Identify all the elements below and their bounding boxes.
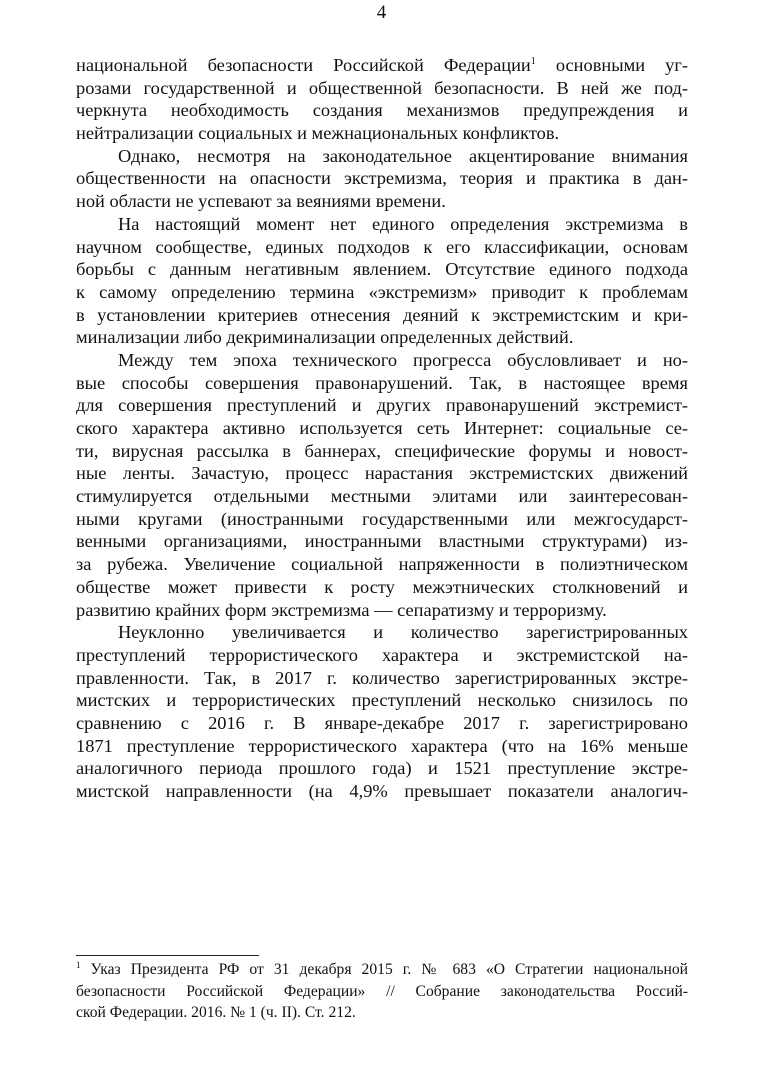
text-line: черкнута необходимость создания механизмов предупреждения и [76, 100, 688, 121]
footnote-line: безопасности Российской Федерации» // Собрание законодательства Россий- [76, 982, 688, 1000]
footnote-line: $^1$ Указ Президента РФ от 31 декабря 2015 г. № 683 «О Стратегии национальной [76, 959, 688, 978]
text-line: за рубежа. Увеличение социальной напряженности в полиэтническом [76, 554, 688, 575]
body-text [76, 54, 688, 803]
text-line: ные ленты. Зачастую, процесс нарастания экстремистских движений [76, 463, 688, 484]
text-line: ной области не успевают за веяниями времени. [76, 191, 446, 212]
page-number: 4 [376, 2, 387, 23]
footnote [76, 959, 688, 1024]
text-line: Между тем эпоха технического прогресса обусловливает и но- [118, 349, 688, 370]
footnote-line: ской Федерации. 2016. № 1 (ч. II). Ст. 212. [76, 1004, 356, 1021]
text-line: Однако, несмотря на законодательное акцентирование внимания [118, 145, 688, 166]
text-line: для совершения преступлений и других правонарушений экстремист- [76, 395, 688, 416]
text-line: в установлении критериев отнесения деяний к экстремистским и кри- [76, 304, 688, 325]
text-line: мистских и террористических преступлений несколько снизилось по [76, 690, 688, 711]
text-line: сравнению с 2016 г. В январе-декабре 2017 г. зарегистрировано [76, 712, 688, 733]
text-line: национальной безопасности Российской Федерации$^1$ основными уг- [76, 55, 688, 75]
text-line: ными кругами (иностранными государственными или межгосударст- [76, 508, 688, 529]
text-line: обществе может привести к росту межэтнических столкновений и [76, 576, 688, 597]
text-line: к самому определению термина «экстремизм» приводит к проблемам [76, 281, 688, 302]
text-line: ского характера активно используется сеть Интернет: социальные се- [76, 418, 688, 438]
text-line: развитию крайних форм экстремизма — сепаратизму и терроризму. [76, 599, 607, 620]
text-line: нейтрализации социальных и межнациональных конфликтов. [76, 123, 560, 144]
text-line: 1871 преступление террористического характера (что на 16% меньше [76, 735, 688, 756]
text-line: аналогичного периода прошлого года) и 1521 преступление экстре- [76, 758, 688, 779]
text-line: минализации либо декриминализации определенных действий. [76, 327, 574, 348]
footnote-divider [76, 955, 259, 956]
text-line: венными организациями, иностранными властными структурами) из- [76, 531, 688, 552]
text-line: Неуклонно увеличивается и количество зарегистрированных [118, 622, 688, 643]
text-line: общественности на опасности экстремизма, теория и практика в дан- [76, 168, 688, 189]
text-line: вые способы совершения правонарушений. Так, в настоящее время [76, 372, 688, 393]
text-line: ти, вирусная рассылка в баннерах, специфические форумы и новост- [76, 440, 688, 461]
text-line: На настоящий момент нет единого определения экстремизма в [118, 213, 688, 234]
text-line: правленности. Так, в 2017 г. количество зарегистрированных экстре- [76, 667, 688, 688]
text-line: стимулируется отдельными местными элитами или заинтересован- [76, 486, 688, 507]
text-line: борьбы с данным негативным явлением. Отсутствие единого подхода [76, 259, 688, 280]
footnote-marker: 1 [76, 959, 81, 970]
text-line: мистской направленности (на 4,9% превышает показатели аналогич- [76, 781, 688, 801]
text-line: научном сообществе, единых подходов к его классификации, основам [76, 236, 688, 257]
text-line: розами государственной и общественной безопасности. В ней же под- [76, 77, 688, 98]
footnote-ref[interactable]: 1 [530, 55, 536, 67]
text-line: преступлений террористического характера и экстремистской на- [76, 644, 688, 665]
